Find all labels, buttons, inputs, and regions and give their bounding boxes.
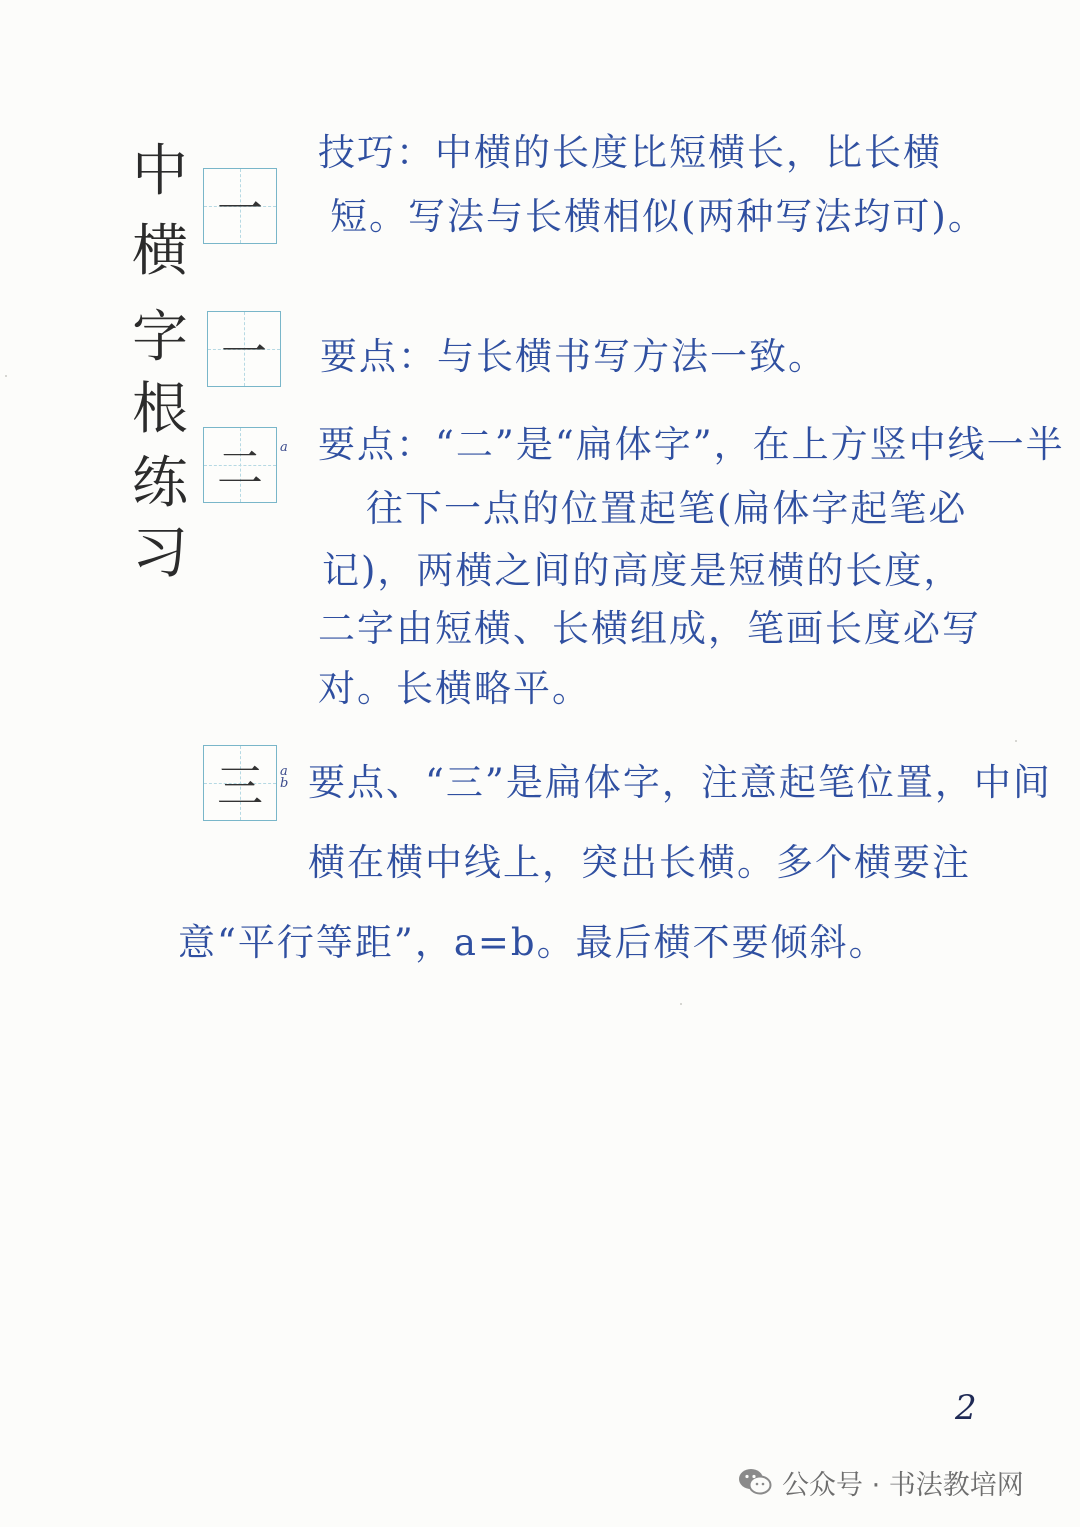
key-point-line: 要点：与长横书写方法一致。 [320, 335, 827, 378]
title-char: 练 [132, 451, 188, 516]
key-point-line: 记)，两横之间的高度是短横的长度， [322, 549, 963, 592]
title-char: 中 [132, 139, 188, 204]
key-point-line: 横在横中线上，突出长横。多个横要注 [308, 841, 971, 884]
practice-box [203, 168, 277, 244]
key-point-line: 要点：“二”是“扁体字”，在上方竖中线一半 [318, 423, 1065, 466]
title-char: 横 [132, 219, 188, 284]
title-char: 根 [132, 377, 188, 442]
key-point-line: 对。长横略平。 [318, 667, 591, 710]
watermark-text: 公众号 · 书法教培网 [782, 1469, 1024, 1501]
model-glyph: 一 [217, 182, 263, 236]
model-glyph: 三 [217, 759, 263, 813]
model-glyph: 二 [217, 441, 263, 495]
practice-box [203, 745, 277, 821]
spacing-marker: a b [280, 764, 289, 791]
tip-line: 技巧：中横的长度比短横长，比长横 [318, 131, 942, 174]
title-char: 字 [132, 305, 188, 370]
paper-speck [1015, 740, 1017, 742]
key-point-line: 意“平行等距”，a=b。最后横不要倾斜。 [178, 921, 888, 964]
practice-box [207, 311, 281, 387]
vertical-title [125, 140, 195, 586]
model-glyph: 一 [221, 325, 267, 379]
page-number: 2 [955, 1388, 977, 1428]
key-point-line: 要点、“三”是扁体字，注意起笔位置，中间 [308, 761, 1052, 804]
wechat-icon [738, 1467, 772, 1497]
key-point-line: 二字由短横、长横组成，笔画长度必写 [318, 607, 981, 650]
watermark [738, 1462, 1024, 1502]
spacing-marker: a [280, 440, 288, 455]
paper-speck [5, 375, 7, 377]
practice-box [203, 427, 277, 503]
tip-line: 短。写法与长横相似(两种写法均可)。 [330, 195, 987, 238]
paper-speck [680, 1003, 682, 1005]
title-char: 习 [132, 521, 188, 586]
key-point-line: 往下一点的位置起笔(扁体字起笔必 [366, 487, 968, 530]
